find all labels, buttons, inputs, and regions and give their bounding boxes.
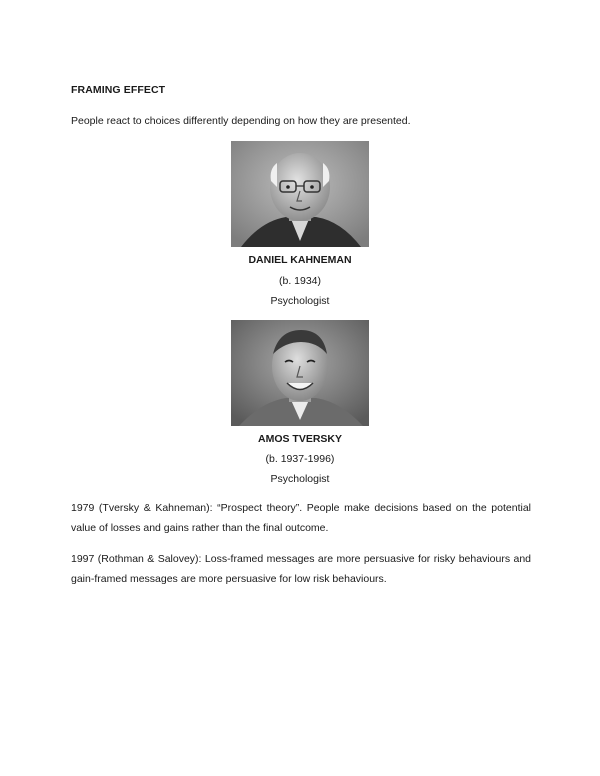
person-role-tversky: Psychologist (270, 473, 330, 485)
paragraph-prospect-theory: 1979 (Tversky & Kahneman): “Prospect theory”. People make decisions based on the potential value of losses and gains rather than the final outcome. (71, 502, 531, 534)
person-role-kahneman: Psychologist (270, 295, 330, 307)
page-heading: FRAMING EFFECT (71, 84, 166, 96)
person-years-tversky: (b. 1937-1996) (265, 453, 335, 465)
person-name-kahneman: DANIEL KAHNEMAN (248, 254, 352, 266)
person-years-kahneman: (b. 1934) (278, 275, 322, 287)
person-name-tversky: AMOS TVERSKY (257, 433, 342, 445)
paragraph-framed-messages: 1997 (Rothman & Salovey): Loss-framed messages are more persuasive for risky behaviours and gain-framed messages are more persuasive for low risk behaviours. (71, 553, 531, 585)
kahneman-portrait-photo (231, 141, 369, 247)
intro-text: People react to choices differently depending on how they are presented. (71, 115, 411, 127)
tversky-portrait-photo (231, 320, 369, 426)
